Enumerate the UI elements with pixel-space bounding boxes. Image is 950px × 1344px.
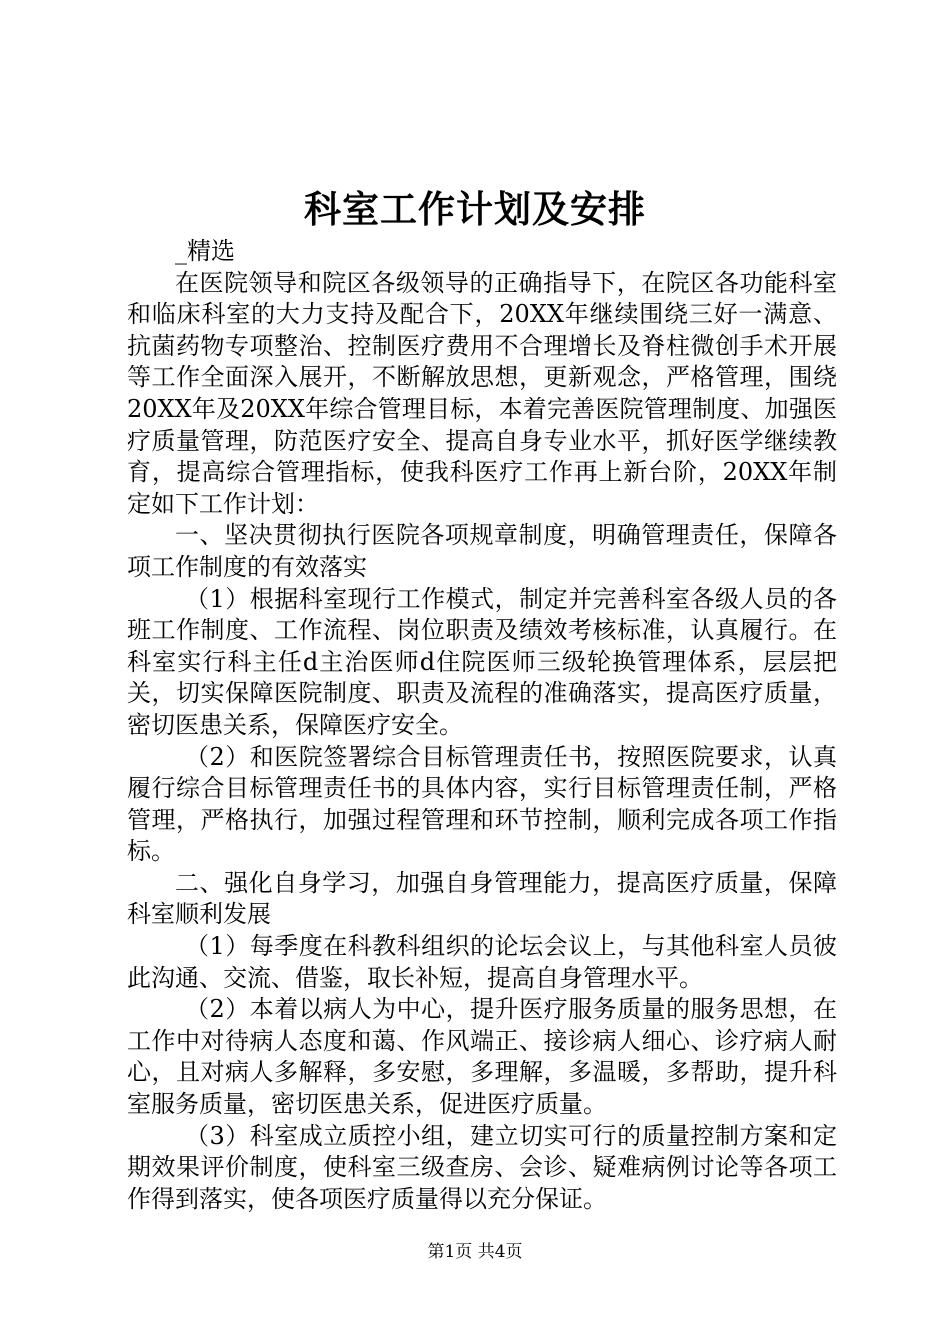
subtitle: _精选	[175, 237, 235, 265]
paragraph-2-1: （1）每季度在科教科组织的论坛会议上，与其他科室人员彼此沟通、交流、借鉴，取长补短，提高自身管理水平。	[127, 932, 837, 992]
document-body	[127, 236, 837, 1215]
paragraph-2-3: （3）科室成立质控小组，建立切实可行的质量控制方案和定期效果评价制度，使科室三级查房、会诊、疑难病例讨论等各项工作得到落实，使各项医疗质量得以充分保证。	[127, 1121, 837, 1213]
page-title: 科室工作计划及安排	[304, 187, 646, 231]
paragraph-1-1: （1）根据科室现行工作模式，制定并完善科室各级人员的各班工作制度、工作流程、岗位职责及绩效考核标准，认真履行。在科室实行科主任d主治医师d住院医师三级轮换管理体系，层层把关，切实保障医院制度、职责及流程的准确落实，提高医疗质量，密切医患关系，保障医疗安全。	[127, 584, 837, 739]
paragraph-1-2: （2）和医院签署综合目标管理责任书，按照医院要求，认真履行综合目标管理责任书的具体内容，实行目标管理责任制，严格管理，严格执行，加强过程管理和环节控制，顺利完成各项工作指标。	[127, 742, 837, 866]
paragraph-intro: 在医院领导和院区各级领导的正确指导下，在院区各功能科室和临床科室的大力支持及配合下，20XX年继续围绕三好一满意、抗菌药物专项整治、控制医疗费用不合理增长及脊柱微创手术开展等工作全面深入展开，不断解放思想，更新观念，严格管理，围绕20XX年及20XX年综合管理目标，本着完善医院管理制度、加强医疗质量管理，防范医疗安全、提高自身专业水平，抓好医学继续教育，提高综合管理指标，使我科医疗工作再上新台阶，20XX年制定如下工作计划：	[127, 268, 837, 518]
page-footer: 第1页 共4页	[427, 1242, 523, 1262]
section-heading-1: 一、坚决贯彻执行医院各项规章制度，明确管理责任，保障各项工作制度的有效落实	[127, 521, 837, 581]
paragraph-2-2: （2）本着以病人为中心，提升医疗服务质量的服务思想，在工作中对待病人态度和蔼、作风端正、接诊病人细心、诊疗病人耐心，且对病人多解释，多安慰，多理解，多温暖，多帮助，提升科室服务质量，密切医患关系，促进医疗质量。	[127, 995, 837, 1119]
section-heading-2: 二、强化自身学习，加强自身管理能力，提高医疗质量，保障科室顺利发展	[127, 868, 837, 929]
